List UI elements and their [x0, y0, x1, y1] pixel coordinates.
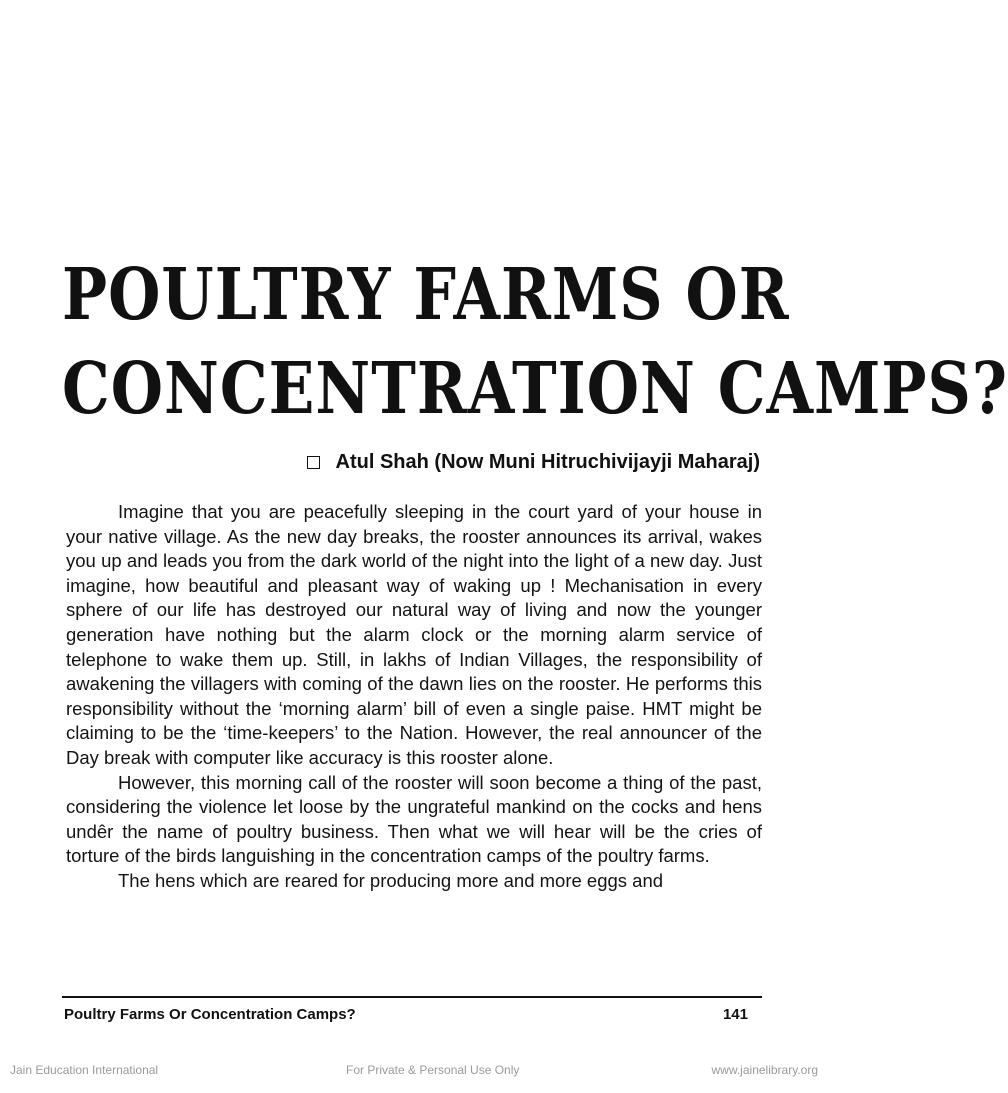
paragraph: Imagine that you are peacefully sleeping in the court yard of your house in your native village. As the new day breaks, the rooster announces its arrival, wakes you up and leads you from the dark world of the night into the light of a new day. Just imagine, how beautiful and pleasant way of waking up ! Mechanisation in every sphere of our life has destroyed our natural way of living and now the younger generation have nothing but the alarm clock or the morning alarm service of telephone to wake them up. Still, in lakhs of Indian Villages, the responsibility of awakening the villagers with coming of the dawn lies on the rooster. He performs this responsibility without the ‘morning alarm’ bill of even a single paise. HMT might be claiming to be the ‘time-keepers’ to the Nation. However, the real announcer of the Day break with computer like accuracy is this rooster alone.	[66, 501, 762, 768]
article-body	[66, 500, 762, 894]
watermark-left: Jain Education International	[10, 1063, 159, 1077]
footer-rule	[62, 996, 762, 998]
title-line-2: CONCENTRATION CAMPS?	[62, 348, 1008, 431]
page-title	[62, 248, 1008, 437]
running-title: Poultry Farms Or Concentration Camps?	[64, 1006, 356, 1023]
author-byline	[307, 451, 760, 474]
title-line-1: POULTRY FARMS OR	[62, 253, 790, 337]
watermark-center: For Private & Personal Use Only	[346, 1063, 520, 1077]
paragraph: However, this morning call of the rooster will soon become a thing of the past, considering the violence let loose by the ungrateful mankind on the cocks and hens undêr the name of poultry business. Then what we will hear will be the cries of torture of the birds languishing in the concentration camps of the poultry farms.	[66, 771, 762, 867]
watermark-right: www.jainelibrary.org	[711, 1063, 818, 1077]
paragraph: The hens which are reared for producing more and more eggs and	[118, 869, 664, 891]
author-name: Atul Shah (Now Muni Hitruchivijayji Maharaj)	[335, 451, 760, 473]
square-bullet-icon	[307, 456, 320, 469]
page-number: 141	[722, 1006, 748, 1023]
